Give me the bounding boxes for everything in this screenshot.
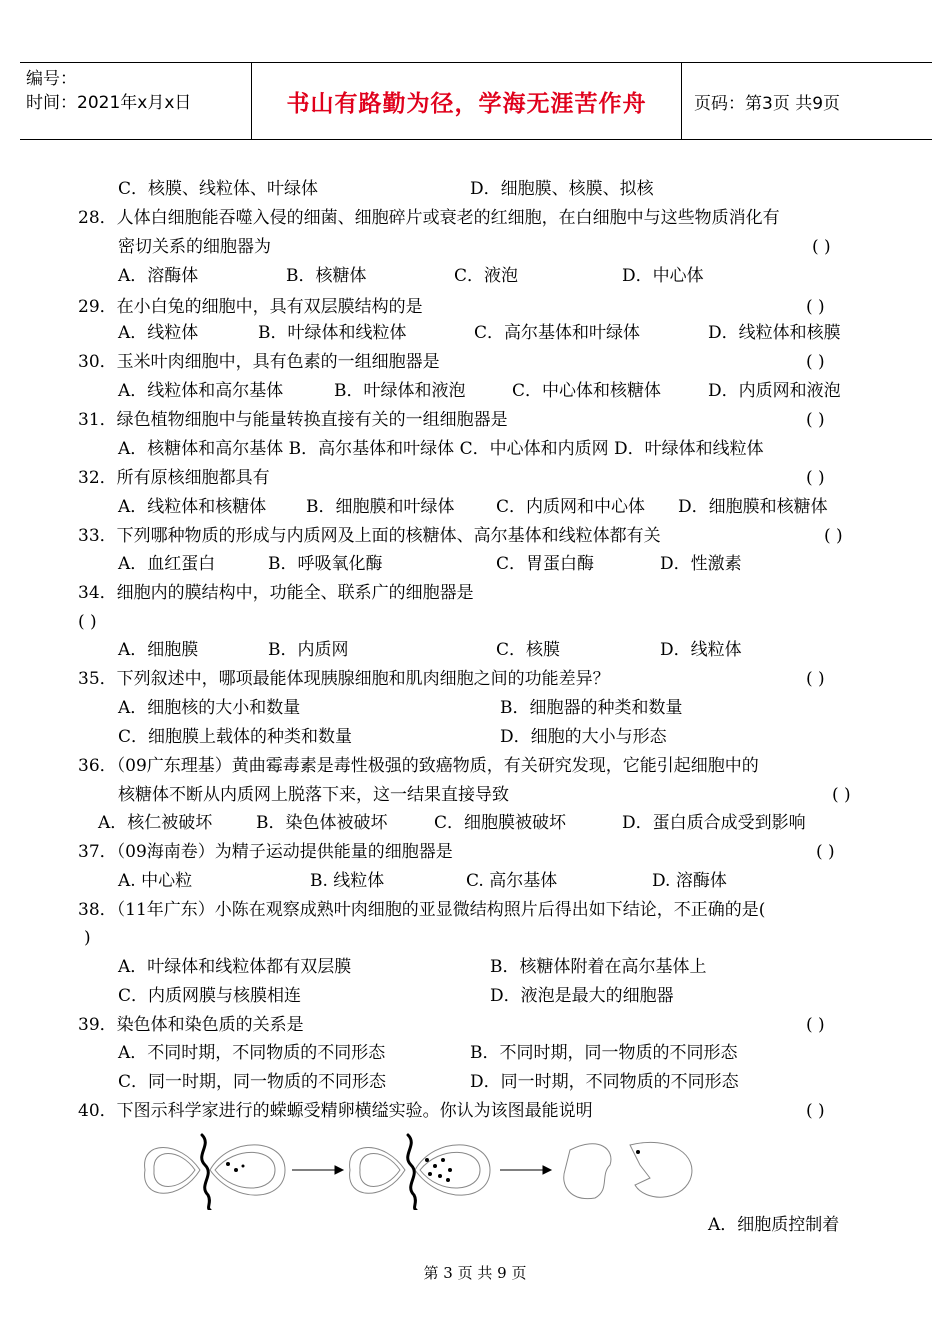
answer-bracket[interactable]: ( ) <box>806 468 825 488</box>
text-line: C．液泡 <box>454 266 519 286</box>
answer-bracket[interactable]: ( ) <box>78 612 97 632</box>
text-line: D．线粒体 <box>660 640 742 660</box>
nucleus-dot <box>441 1158 445 1162</box>
text-line: C．核膜、线粒体、叶绿体 <box>118 179 319 199</box>
text-line: D．细胞的大小与形态 <box>500 727 667 747</box>
text-line: 33．下列哪种物质的形成与内质网及上面的核糖体、高尔基体和线粒体都有关 <box>78 526 661 546</box>
text-line: A．线粒体和高尔基体 <box>118 381 284 401</box>
text-line: C．同一时期，同一物质的不同形态 <box>118 1072 387 1092</box>
ligature-1 <box>202 1135 210 1210</box>
arrow-2-head <box>543 1166 551 1174</box>
text-line: A．细胞质控制着 <box>708 1215 840 1235</box>
text-line: A．血红蛋白 <box>118 554 216 574</box>
text-line: 40．下图示科学家进行的蝾螈受精卵横缢实验。你认为该图最能说明 <box>78 1101 593 1121</box>
text-line: C．内质网膜与核膜相连 <box>118 986 302 1006</box>
text-line: 31．绿色植物细胞中与能量转换直接有关的一组细胞器是 <box>78 410 508 430</box>
text-line: B．内质网 <box>268 640 349 660</box>
text-line: 38．（11年广东）小陈在观察成熟叶肉细胞的亚显微结构照片后得出如下结论，不正确的是( <box>78 900 766 920</box>
text-line: D．性激素 <box>660 554 742 574</box>
arrow-1-head <box>335 1166 343 1174</box>
answer-bracket[interactable]: ( ) <box>806 297 825 317</box>
text-line: A．核糖体和高尔基体 B．高尔基体和叶绿体 C．中心体和内质网 D．叶绿体和线粒体 <box>118 439 764 459</box>
nucleus-dot <box>428 1172 432 1176</box>
text-line: D．线粒体和核膜 <box>708 323 841 343</box>
nucleus-dot <box>242 1165 245 1168</box>
nucleus-dot <box>234 1168 238 1172</box>
text-line: A．溶酶体 <box>118 266 199 286</box>
text-line: D．液泡是最大的细胞器 <box>490 986 674 1006</box>
date-label: 时间：2021年x月x日 <box>26 93 192 113</box>
text-line: A．线粒体 <box>118 323 199 343</box>
text-line: A．叶绿体和线粒体都有双层膜 <box>118 957 352 977</box>
text-line: 34．细胞内的膜结构中，功能全、联系广的细胞器是 <box>78 583 474 603</box>
text-line: D. 溶酶体 <box>652 871 727 891</box>
answer-bracket[interactable]: ( ) <box>832 785 851 805</box>
text-line: B．细胞膜和叶绿体 <box>306 497 455 517</box>
answer-bracket[interactable]: ( ) <box>806 352 825 372</box>
text-line: A．细胞膜 <box>118 640 199 660</box>
egg-2-left-inner <box>360 1154 400 1187</box>
text-line: 35．下列叙述中，哪项最能体现胰腺细胞和肌肉细胞之间的功能差异？ <box>78 669 610 689</box>
text-line: B．染色体被破坏 <box>256 813 388 833</box>
page-header <box>20 62 932 140</box>
text-line: A．线粒体和核糖体 <box>118 497 267 517</box>
text-line: 29．在小白兔的细胞中，具有双层膜结构的是 <box>78 297 423 317</box>
nucleus-dot <box>226 1162 230 1166</box>
nucleus-dot <box>448 1168 452 1172</box>
text-line: A．核仁被破坏 <box>98 813 213 833</box>
text-line: 30．玉米叶肉细胞中，具有色素的一组细胞器是 <box>78 352 440 372</box>
text-line: C．核膜 <box>496 640 561 660</box>
egg-3-left-fragment <box>564 1144 611 1199</box>
text-line: B．叶绿体和液泡 <box>334 381 466 401</box>
text-line: B．呼吸氧化酶 <box>268 554 383 574</box>
header-page-code: 页码：第3页 共9页 <box>694 93 841 114</box>
answer-bracket[interactable]: ( ) <box>806 1101 825 1121</box>
page-footer: 第 3 页 共 9 页 <box>423 1264 527 1282</box>
text-line: ) <box>84 928 91 948</box>
text-line: B．叶绿体和线粒体 <box>258 323 407 343</box>
text-line: C. 高尔基体 <box>466 871 558 891</box>
text-line: C．内质网和中心体 <box>496 497 646 517</box>
answer-bracket[interactable]: ( ) <box>806 1015 825 1035</box>
text-line: A．不同时期，不同物质的不同形态 <box>118 1043 386 1063</box>
answer-bracket[interactable]: ( ) <box>824 526 843 546</box>
text-line: B．核糖体附着在高尔基体上 <box>490 957 707 977</box>
text-line: B．核糖体 <box>286 266 367 286</box>
egg-1-right-inner <box>215 1152 275 1188</box>
nucleus-dot <box>425 1158 429 1162</box>
nucleus-dot <box>636 1150 640 1154</box>
text-line: D．蛋白质合成受到影响 <box>622 813 806 833</box>
text-line: C．中心体和核糖体 <box>512 381 662 401</box>
text-line: 28．人体白细胞能吞噬入侵的细菌、细胞碎片或衰老的红细胞，在白细胞中与这些物质消化有 <box>78 208 780 228</box>
text-line: 核糖体不断从内质网上脱落下来，这一结果直接导致 <box>118 785 509 805</box>
text-line: C．高尔基体和叶绿体 <box>474 323 641 343</box>
ligature-2 <box>408 1135 416 1210</box>
text-line: B. 线粒体 <box>310 871 385 891</box>
answer-bracket[interactable]: ( ) <box>806 410 825 430</box>
text-line: D．细胞膜、核膜、拟核 <box>470 179 654 199</box>
text-line: B．细胞器的种类和数量 <box>500 698 683 718</box>
egg-1-left-inner <box>154 1154 195 1187</box>
text-line: D．同一时期，不同物质的不同形态 <box>470 1072 739 1092</box>
text-line: 37．（09海南卷）为精子运动提供能量的细胞器是 <box>78 842 453 862</box>
salamander-egg-ligation-figure <box>140 1130 700 1210</box>
answer-bracket[interactable]: ( ) <box>812 237 831 257</box>
text-line: C．细胞膜被破坏 <box>434 813 567 833</box>
text-line: C．胃蛋白酶 <box>496 554 595 574</box>
text-line: 39．染色体和染色质的关系是 <box>78 1015 304 1035</box>
text-line: 32．所有原核细胞都具有 <box>78 468 270 488</box>
text-line: D．细胞膜和核糖体 <box>678 497 828 517</box>
answer-bracket[interactable]: ( ) <box>816 842 835 862</box>
text-line: A. 中心粒 <box>118 871 193 891</box>
header-meta <box>20 63 252 139</box>
text-line: B．不同时期，同一物质的不同形态 <box>470 1043 738 1063</box>
text-line: D．中心体 <box>622 266 704 286</box>
nucleus-dot <box>438 1174 442 1178</box>
text-line: 36．（09广东理基）黄曲霉毒素是毒性极强的致癌物质，有关研究发现，它能引起细胞中的 <box>78 756 759 776</box>
answer-bracket[interactable]: ( ) <box>806 669 825 689</box>
text-line: A．细胞核的大小和数量 <box>118 698 301 718</box>
serial-label: 编号： <box>26 69 77 89</box>
text-line: C．细胞膜上载体的种类和数量 <box>118 727 353 747</box>
nucleus-dot <box>433 1164 437 1168</box>
text-line: 密切关系的细胞器为 <box>118 237 271 257</box>
nucleus-dot <box>446 1178 450 1182</box>
text-line: D．内质网和液泡 <box>708 381 841 401</box>
header-motto: 书山有路勤为径，学海无涯苦作舟 <box>252 63 682 139</box>
